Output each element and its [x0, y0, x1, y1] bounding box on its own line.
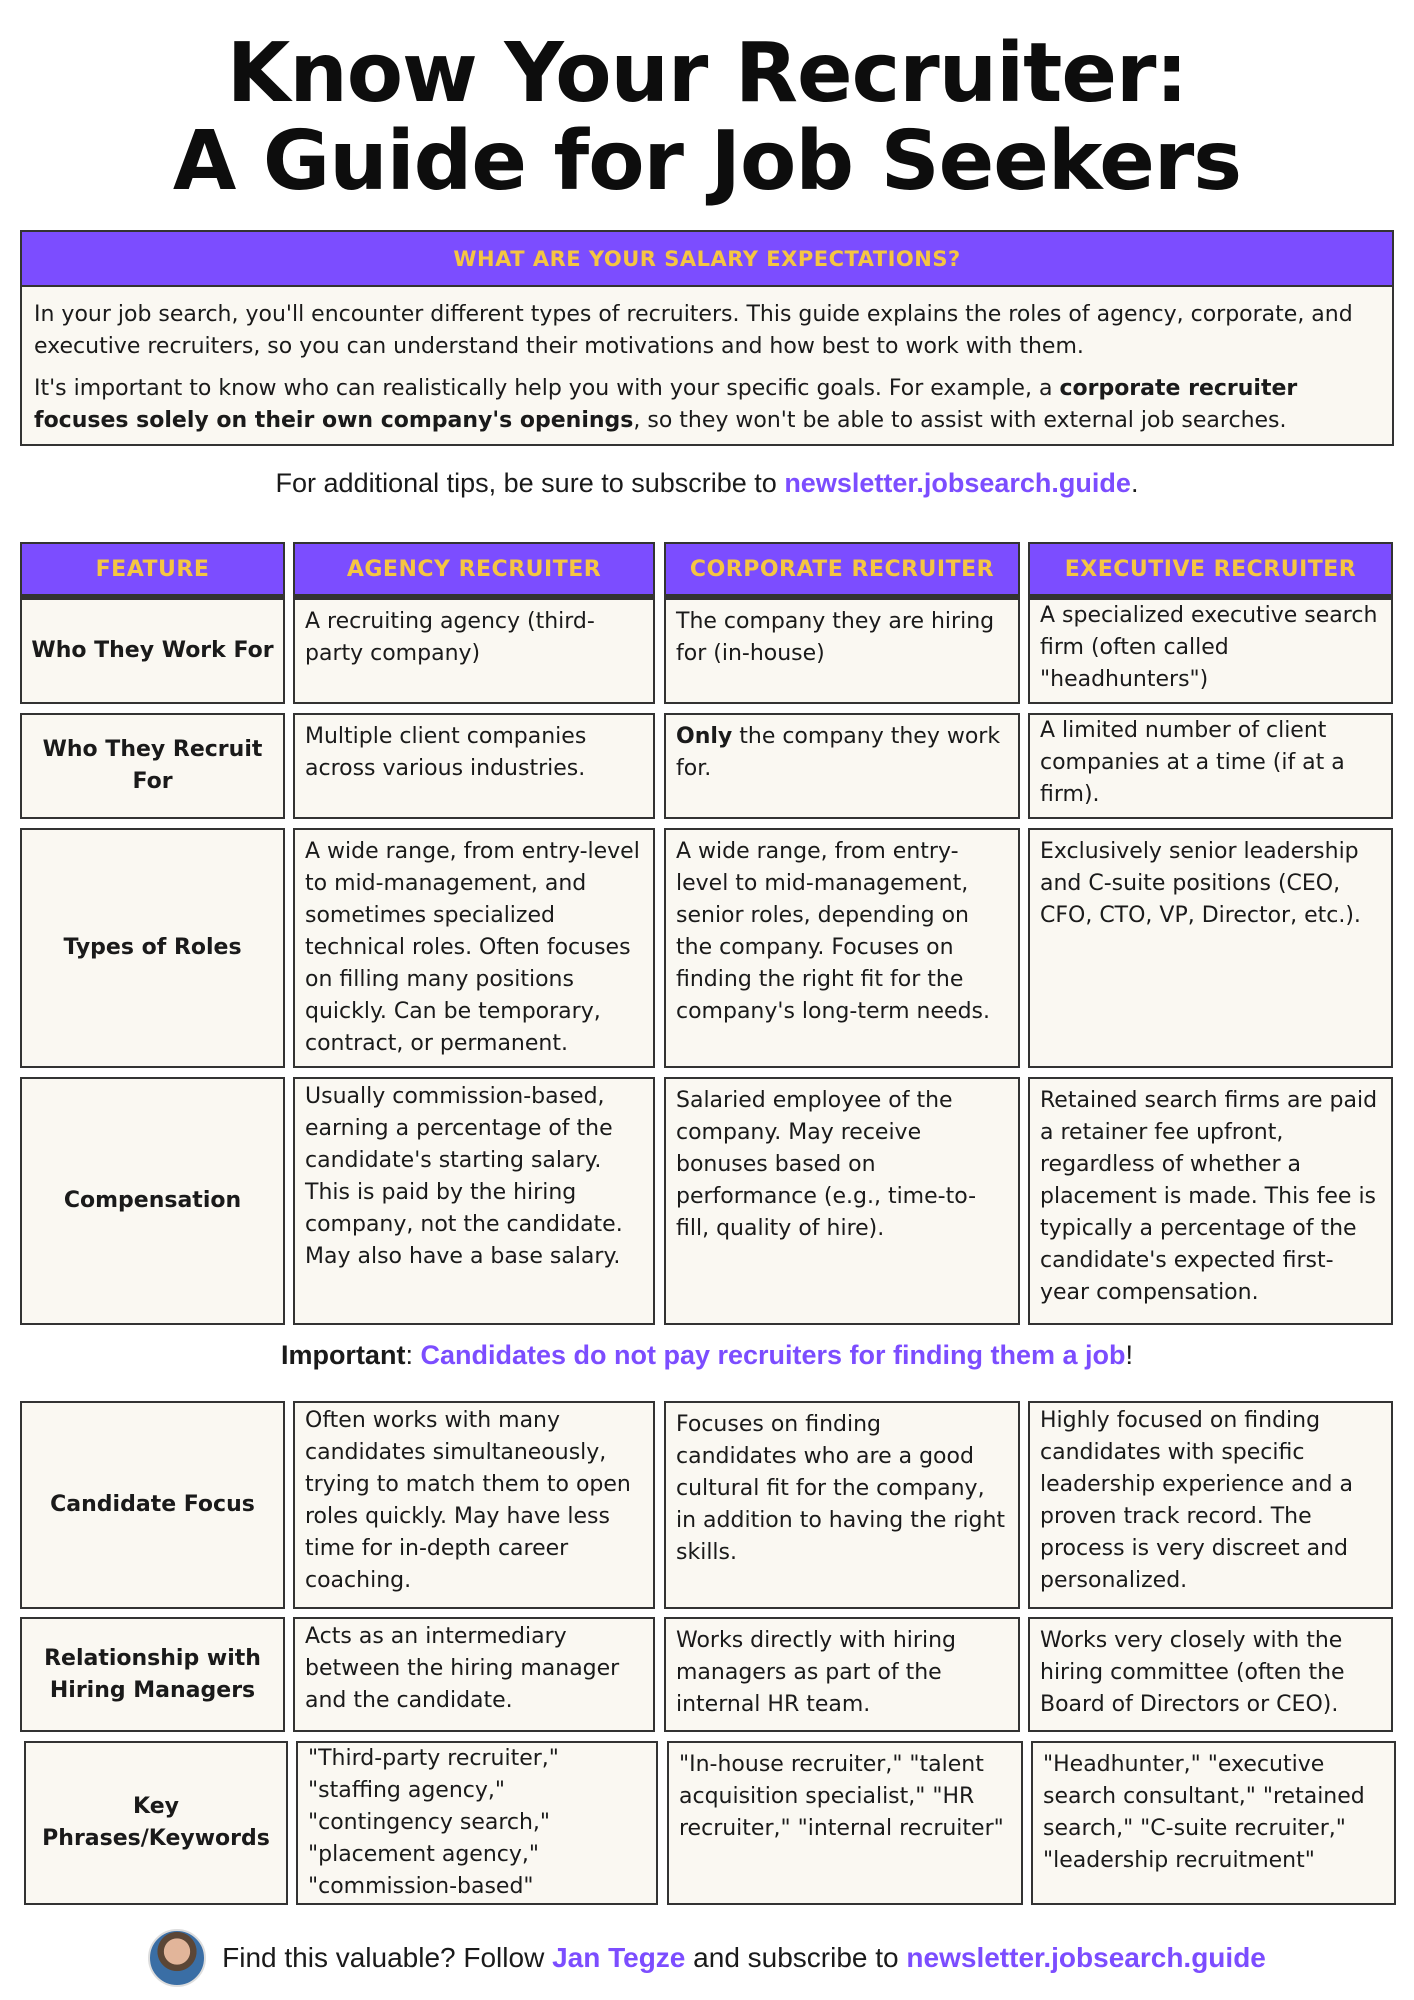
intro-p2-before: It's important to know who can realistically help you with your specific goals. For example, a — [34, 376, 1060, 401]
intro-body — [22, 287, 1392, 437]
cell-text: Multiple client companies across various industries. — [305, 724, 587, 781]
row-candidate-focus-feature: Candidate Focus — [20, 1401, 285, 1609]
title-line-1: Know Your Recruiter: — [226, 26, 1188, 121]
cell-text: Often works with many candidates simultaneously, trying to match them to open roles quickly. May have less time for in-depth career coaching. — [305, 1408, 631, 1593]
title-line-2: A Guide for Job Seekers — [172, 114, 1242, 209]
row-relationship-executive — [1028, 1617, 1393, 1732]
row-candidate-focus-corporate — [664, 1401, 1020, 1609]
row-keywords-executive — [1031, 1741, 1396, 1905]
row-who-recruit-for-executive — [1028, 713, 1393, 819]
intro-paragraph-2 — [34, 373, 1380, 437]
cell-bold-text: Only — [676, 724, 733, 749]
page-title — [0, 26, 1414, 209]
row-who-recruit-for-agency — [293, 713, 655, 819]
cell-text: Retained search firms are paid a retainer fee upfront, regardless of whether a placement is made. This fee is typically a percentage of the candidate's expected first-year compensation. — [1040, 1088, 1378, 1305]
intro-p2-bold: corporate recruiter focuses solely on their own company's openings — [34, 376, 1298, 433]
footer-text-2: and subscribe to — [685, 1942, 907, 1973]
cell-text: Usually commission-based, earning a percentage of the candidate's starting salary. This is paid by the hiring company, not the candidate. May also have a base salary. — [305, 1084, 623, 1269]
row-compensation-corporate — [664, 1077, 1020, 1325]
row-who-recruit-for-corporate — [664, 713, 1020, 819]
header-feature: FEATURE — [20, 542, 285, 598]
row-candidate-focus-executive — [1028, 1401, 1393, 1609]
row-types-of-roles-feature: Types of Roles — [20, 828, 285, 1068]
important-note — [0, 1340, 1414, 1371]
author-avatar — [148, 1929, 206, 1987]
important-text: Candidates do not pay recruiters for finding them a job — [420, 1340, 1126, 1370]
cell-text: A wide range, from entry-level to mid-management, and sometimes specialized technical roles. Often focuses on filling many positions quickly. Can be temporary, contract, or permanent. — [305, 839, 640, 1056]
row-keywords-corporate — [667, 1741, 1023, 1905]
row-compensation-feature: Compensation — [20, 1077, 285, 1325]
cell-text: "In-house recruiter," "talent acquisition specialist," "HR recruiter," "internal recruiter" — [679, 1752, 1004, 1841]
row-who-recruit-for-feature: Who They Recruit For — [20, 713, 285, 819]
row-who-work-for-executive — [1028, 598, 1393, 704]
row-relationship-corporate — [664, 1617, 1020, 1732]
cell-text: A specialized executive search firm (often called "headhunters") — [1040, 603, 1378, 692]
cell-text: "Headhunter," "executive search consultant," "retained search," "C-suite recruiter," "leadership recruitment" — [1043, 1752, 1365, 1873]
important-sep: : — [405, 1340, 421, 1370]
cell-text: The company they are hiring for (in-house) — [676, 609, 995, 666]
author-link[interactable]: Jan Tegze — [552, 1942, 686, 1973]
row-who-work-for-agency — [293, 598, 655, 704]
tips-text: For additional tips, be sure to subscribe to — [275, 468, 785, 498]
row-types-of-roles-executive — [1028, 828, 1393, 1068]
header-executive: EXECUTIVE RECRUITER — [1028, 542, 1393, 598]
header-agency: AGENCY RECRUITER — [293, 542, 655, 598]
newsletter-link[interactable]: newsletter.jobsearch.guide — [784, 468, 1131, 498]
footer-text — [222, 1942, 1266, 1974]
intro-p2-after: , so they won't be able to assist with external job searches. — [633, 408, 1287, 433]
cell-text: "Third-party recruiter," "staffing agency," "contingency search," "placement agency," "commission-based" — [308, 1746, 559, 1899]
important-label: Important — [280, 1340, 406, 1370]
header-corporate: CORPORATE RECRUITER — [664, 542, 1020, 598]
cell-text — [676, 721, 1008, 785]
cell-text: Works directly with hiring managers as part of the internal HR team. — [676, 1628, 956, 1717]
footer-newsletter-link[interactable]: newsletter.jobsearch.guide — [906, 1942, 1266, 1973]
row-relationship-agency — [293, 1617, 655, 1732]
intro-box — [20, 230, 1394, 446]
tips-end: . — [1130, 468, 1139, 498]
row-types-of-roles-agency — [293, 828, 655, 1068]
cell-text: A limited number of client companies at a time (if at a firm). — [1040, 718, 1345, 807]
row-candidate-focus-agency — [293, 1401, 655, 1609]
cell-text: Highly focused on finding candidates with specific leadership experience and a proven track record. The process is very discreet and personalized. — [1040, 1408, 1353, 1593]
cell-text: Exclusively senior leadership and C-suite positions (CEO, CFO, CTO, VP, Director, etc.). — [1040, 839, 1361, 928]
row-who-work-for-feature: Who They Work For — [20, 598, 285, 704]
tips-line — [0, 468, 1414, 499]
row-keywords-feature: Key Phrases/Keywords — [24, 1741, 288, 1905]
row-compensation-executive — [1028, 1077, 1393, 1325]
row-types-of-roles-corporate — [664, 828, 1020, 1068]
cell-text: Salaried employee of the company. May receive bonuses based on performance (e.g., time-to-fill, quality of hire). — [676, 1088, 977, 1241]
cell-text: the company they work for. — [676, 724, 1001, 781]
row-relationship-feature: Relationship with Hiring Managers — [20, 1617, 285, 1732]
footer-text-1: Find this valuable? Follow — [222, 1942, 553, 1973]
row-keywords-agency — [296, 1741, 658, 1905]
cell-text: A recruiting agency (third-party company) — [305, 609, 595, 666]
cell-text: Acts as an intermediary between the hiring manager and the candidate. — [305, 1624, 620, 1713]
cell-text: Works very closely with the hiring committee (often the Board of Directors or CEO). — [1040, 1628, 1345, 1717]
intro-heading: WHAT ARE YOUR SALARY EXPECTATIONS? — [22, 232, 1392, 287]
row-who-work-for-corporate — [664, 598, 1020, 704]
intro-paragraph-1: In your job search, you'll encounter different types of recruiters. This guide explains the roles of agency, corporate, and executive recruiters, so you can understand their motivations and how best to work with them. — [34, 302, 1353, 359]
cell-text: A wide range, from entry-level to mid-management, senior roles, depending on the company. Focuses on finding the right fit for the company's long-term needs. — [676, 839, 990, 1024]
footer — [0, 1928, 1414, 1988]
cell-text: Focuses on finding candidates who are a good cultural fit for the company, in addition to having the right skills. — [676, 1412, 1006, 1565]
row-compensation-agency — [293, 1077, 655, 1325]
important-end: ! — [1125, 1340, 1134, 1370]
